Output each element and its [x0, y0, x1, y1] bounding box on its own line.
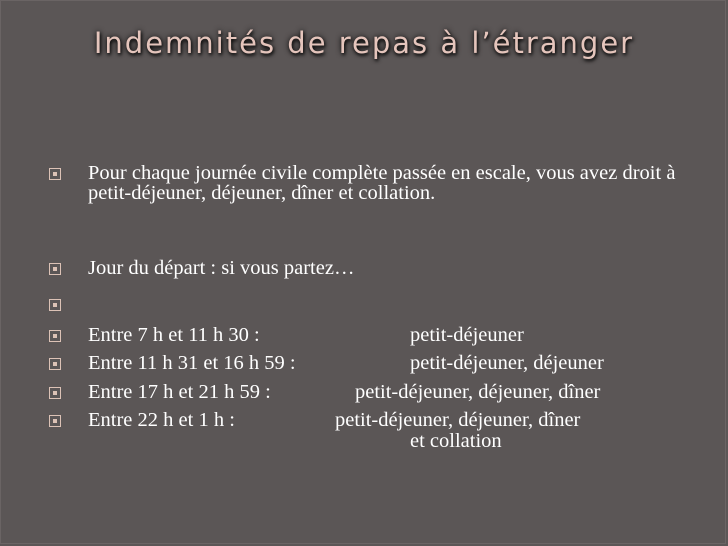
meal-entitlement: petit-déjeuner, déjeuner, dîner: [335, 409, 581, 431]
bullet-text: Jour du départ : si vous partez…: [88, 257, 355, 279]
departure-time-range: Entre 22 h et 1 h :: [88, 409, 235, 431]
bullet-item: [88, 259, 708, 279]
bullet-item: [88, 164, 708, 203]
departure-time-range: Entre 7 h et 11 h 30 :: [88, 324, 260, 346]
schedule-item: [88, 326, 708, 346]
square-bullet-icon: [49, 358, 61, 370]
square-bullet-icon: [49, 330, 61, 342]
meal-entitlement: petit-déjeuner, déjeuner, dîner: [355, 381, 601, 403]
schedule-item: [88, 383, 708, 403]
meal-entitlement: petit-déjeuner: [410, 324, 524, 346]
schedule-item: [88, 354, 708, 374]
bullet-item-empty: [88, 295, 708, 314]
bullet-text: Pour chaque journée civile complète passée en escale, vous avez droit à petit-déjeuner, déjeuner, dîner et collation.: [88, 162, 676, 204]
square-bullet-icon: [49, 415, 61, 427]
departure-time-range: Entre 11 h 31 et 16 h 59 :: [88, 352, 296, 374]
square-bullet-icon: [49, 263, 61, 275]
square-bullet-icon: [49, 168, 61, 180]
departure-time-range: Entre 17 h et 21 h 59 :: [88, 381, 271, 403]
square-bullet-icon: [49, 387, 61, 399]
square-bullet-icon: [49, 299, 61, 311]
meal-entitlement-continued: et collation: [410, 430, 502, 452]
schedule-item: [88, 409, 708, 452]
meal-entitlement: petit-déjeuner, déjeuner: [410, 352, 604, 374]
slide-title: Indemnités de repas à l’étranger: [93, 26, 635, 60]
